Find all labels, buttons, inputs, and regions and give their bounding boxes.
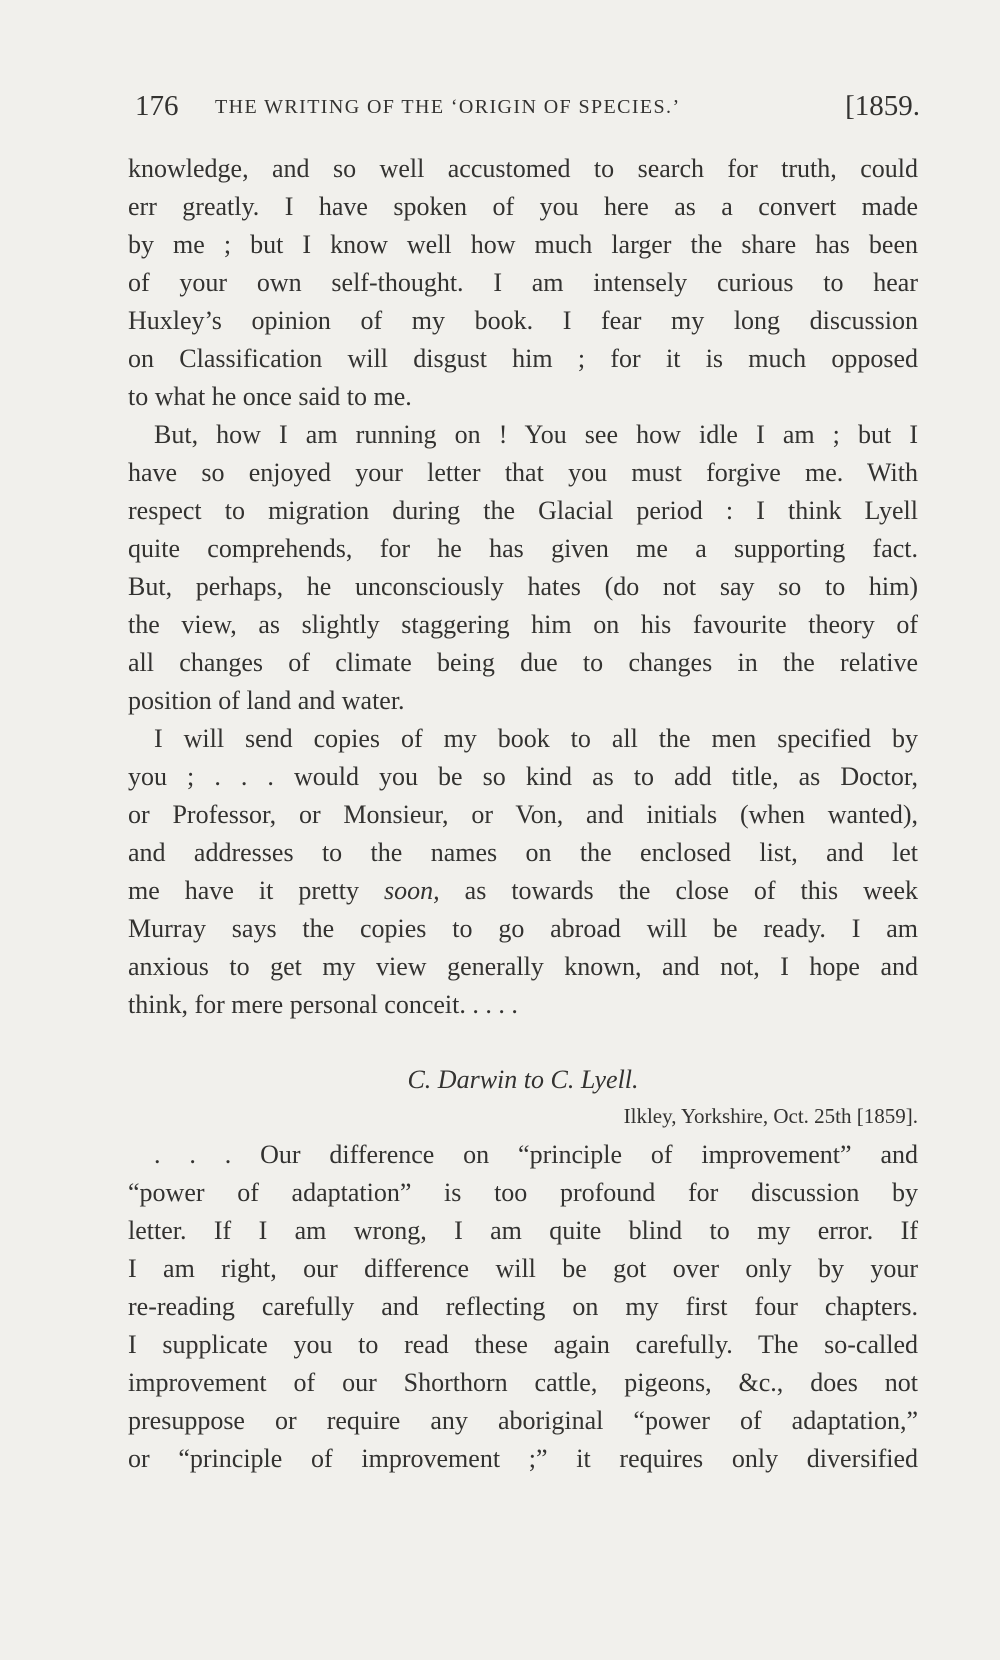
text-line: or “principle of improvement ;” it requires only diversified [128, 1444, 918, 1473]
text-line: err greatly. I have spoken of you here as a convert made [128, 192, 918, 221]
text-line: and addresses to the names on the enclosed list, and let [128, 838, 918, 867]
page-number: 176 [135, 90, 179, 122]
text-line: . . . Our difference on “principle of improvement” and [154, 1140, 918, 1169]
section-gap [128, 1024, 918, 1054]
text-fragment: as towards the close of this week [439, 876, 919, 905]
text-line: the view, as slightly staggering him on his favourite theory of [128, 610, 918, 639]
text-line: re-reading carefully and reflecting on my first four chapters. [128, 1292, 918, 1321]
text-line: to what he once said to me. [128, 382, 412, 411]
text-line: I am right, our difference will be got over only by your [128, 1254, 918, 1283]
text-line: But, how I am running on ! You see how idle I am ; but I [154, 420, 918, 449]
text-line-with-italic [128, 872, 918, 910]
text-line: quite comprehends, for he has given me a supporting fact. [128, 534, 918, 563]
letter-heading: C. Darwin to C. Lyell. [407, 1065, 639, 1094]
letter-dateline: Ilkley, Yorkshire, Oct. 25th [1859]. [623, 1104, 918, 1128]
paragraph-2 [128, 416, 918, 720]
paragraph-3 [128, 720, 918, 1024]
text-line: I will send copies of my book to all the men specified by [154, 724, 918, 753]
text-line: presuppose or require any aboriginal “power of adaptation,” [128, 1406, 918, 1435]
text-line: position of land and water. [128, 686, 405, 715]
running-year: [1859. [845, 90, 920, 122]
text-line: think, for mere personal conceit. . . . . [128, 990, 518, 1019]
text-line: Murray says the copies to go abroad will be ready. I am [128, 914, 918, 943]
text-line: letter. If I am wrong, I am quite blind to my error. If [128, 1216, 918, 1245]
paragraph-4 [128, 1136, 918, 1478]
text-line: all changes of climate being due to changes in the relative [128, 648, 918, 677]
text-line: knowledge, and so well accustomed to search for truth, could [128, 154, 918, 183]
text-line: have so enjoyed your letter that you must forgive me. With [128, 458, 918, 487]
text-line: or Professor, or Monsieur, or Von, and initials (when wanted), [128, 800, 918, 829]
paragraph-1 [128, 150, 918, 416]
text-line: of your own self-thought. I am intensely curious to hear [128, 268, 918, 297]
text-line: But, perhaps, he unconsciously hates (do not say so to him) [128, 572, 918, 601]
running-head [135, 90, 920, 130]
italic-word: soon, [384, 876, 440, 905]
text-line: by me ; but I know well how much larger the share has been [128, 230, 918, 259]
text-line: you ; . . . would you be so kind as to add title, as Doctor, [128, 762, 918, 791]
text-line: respect to migration during the Glacial period : I think Lyell [128, 496, 918, 525]
text-line: improvement of our Shorthorn cattle, pigeons, &c., does not [128, 1368, 918, 1397]
text-line: Huxley’s opinion of my book. I fear my long discussion [128, 306, 918, 335]
text-line: I supplicate you to read these again carefully. The so-called [128, 1330, 918, 1359]
running-title: THE WRITING OF THE ‘ORIGIN OF SPECIES.’ [215, 96, 681, 118]
text-fragment: me have it pretty [128, 876, 385, 905]
text-line: “power of adaptation” is too profound for discussion by [128, 1178, 918, 1207]
body-text [128, 150, 918, 1478]
text-line: on Classification will disgust him ; for it is much opposed [128, 344, 918, 373]
text-line: anxious to get my view generally known, and not, I hope and [128, 952, 918, 981]
